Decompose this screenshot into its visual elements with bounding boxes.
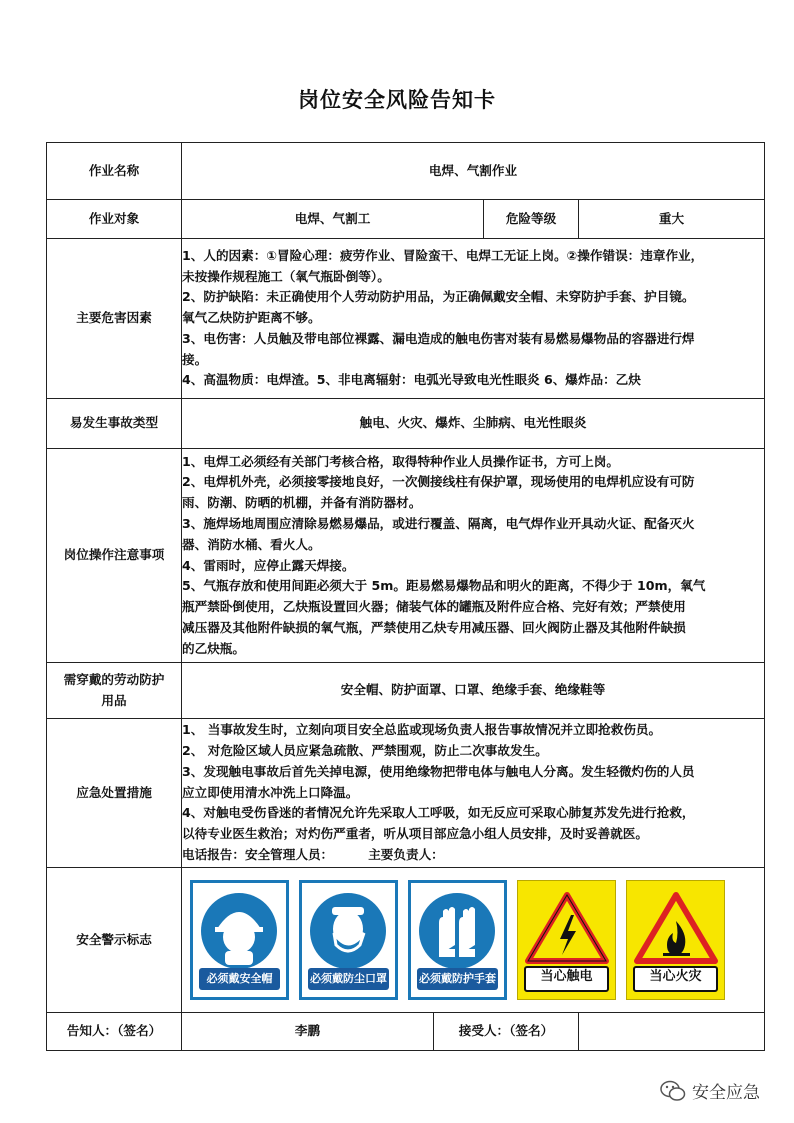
sign-caption: 必须戴防尘口罩 bbox=[308, 968, 389, 990]
emergency-line: 以待专业医生救治；对灼伤严重者，听从项目部应急小组人员安排，及时妥善就医。 bbox=[182, 826, 648, 842]
row-hazards bbox=[47, 239, 765, 399]
row-accident-types bbox=[47, 399, 765, 449]
precautions-line: 器、消防水桶、看火人。 bbox=[182, 536, 321, 552]
sign-hard-hat bbox=[190, 880, 289, 1000]
sign-caption: 必须戴防护手套 bbox=[417, 968, 498, 990]
accident-types-label: 易发生事故类型 bbox=[47, 399, 182, 449]
row-signs bbox=[47, 868, 765, 1013]
hazards-line: 接。 bbox=[182, 351, 208, 367]
sign-caption: 必须戴安全帽 bbox=[199, 968, 280, 990]
emergency-line: 3、发现触电事故后首先关掉电源，使用绝缘物把带电体与触电人分离。发生轻微灼伤的人员 bbox=[182, 763, 695, 779]
signs-label: 安全警示标志 bbox=[47, 868, 182, 1013]
electric-shock-warning-icon bbox=[518, 887, 617, 973]
emergency-line: 4、对触电受伤昏迷的者情况允许先采取人工呼吸，如无反应可采取心肺复苏发先进行抢救， bbox=[182, 805, 695, 821]
emergency-line: 电话报告：安全管理人员： 主要负责人： bbox=[182, 846, 444, 862]
hazards-line: 氧气乙炔防护距离不够。 bbox=[182, 310, 321, 326]
precautions-line: 瓶严禁卧倒使用，乙炔瓶设置回火器；储装气体的罐瓶及附件应合格、完好有效；严禁使用 bbox=[182, 599, 686, 615]
precautions-line: 1、电焊工必须经有关部门考核合格，取得特种作业人员操作证书，方可上岗。 bbox=[182, 453, 619, 469]
risk-level-value: 重大 bbox=[579, 200, 765, 239]
sign-caption: 当心触电 bbox=[524, 966, 609, 992]
hazards-line: 3、电伤害：人员触及带电部位裸露、漏电造成的触电伤害对装有易燃易爆物品的容器进行焊 bbox=[182, 330, 695, 346]
job-name-value: 电焊、气割作业 bbox=[182, 143, 765, 200]
emergency-line: 1、 当事故发生时，立刻向项目安全总监或现场负责人报告事故情况并立即抢救伤员。 bbox=[182, 722, 662, 738]
accident-types-value: 触电、火灾、爆炸、尘肺病、电光性眼炎 bbox=[182, 399, 765, 449]
hazards-line: 1、人的因素：①冒险心理：疲劳作业、冒险蛮干、电焊工无证上岗。②操作错误：违章作业， bbox=[182, 247, 704, 263]
emergency-line: 2、 对危险区域人员应紧急疏散、严禁围观，防止二次事故发生。 bbox=[182, 743, 548, 759]
row-job-object bbox=[47, 200, 765, 239]
watermark bbox=[660, 1078, 760, 1103]
hazards-text bbox=[182, 239, 765, 399]
receiver-signature[interactable] bbox=[579, 1013, 765, 1051]
row-sign-off bbox=[47, 1013, 765, 1051]
hazards-line: 2、防护缺陷：未正确使用个人劳动防护用品，为正确佩戴安全帽、未穿防护手套、护目镜。 bbox=[182, 289, 695, 305]
row-ppe bbox=[47, 663, 765, 719]
row-job-name bbox=[47, 143, 765, 200]
watermark-text: 安全应急 bbox=[692, 1083, 760, 1103]
emergency-text bbox=[182, 719, 765, 868]
emergency-line: 应立即使用清水冲洗上口降温。 bbox=[182, 784, 359, 800]
precautions-label: 岗位操作注意事项 bbox=[47, 449, 182, 663]
precautions-line: 3、施焊场地周围应清除易燃易爆品，或进行覆盖、隔离，电气焊作业开具动火证、配备灭火 bbox=[182, 515, 695, 531]
sign-caption: 当心火灾 bbox=[633, 966, 718, 992]
sign-dust-mask bbox=[299, 880, 398, 1000]
ppe-value: 安全帽、防护面罩、口罩、绝缘手套、绝缘鞋等 bbox=[182, 663, 765, 719]
fire-warning-icon bbox=[627, 887, 726, 973]
risk-notice-table bbox=[46, 142, 765, 1051]
dust-mask-icon bbox=[302, 889, 395, 975]
ppe-label bbox=[47, 663, 182, 719]
sign-fire bbox=[626, 880, 725, 1000]
gloves-icon bbox=[411, 889, 504, 975]
informer-signature[interactable]: 李鹏 bbox=[182, 1013, 434, 1051]
hazards-line: 4、高温物质：电焊渣。5、非电离辐射：电弧光导致电光性眼炎 6、爆炸品：乙炔 bbox=[182, 372, 641, 388]
emergency-label: 应急处置措施 bbox=[47, 719, 182, 868]
ppe-label-line: 用品 bbox=[101, 692, 127, 708]
receiver-label: 接受人：（签名） bbox=[434, 1013, 579, 1051]
sign-electric-shock bbox=[517, 880, 616, 1000]
row-precautions bbox=[47, 449, 765, 663]
precautions-line: 2、电焊机外壳，必须接零接地良好，一次侧接线柱有保护罩，现场使用的电焊机应设有可防 bbox=[182, 474, 695, 490]
row-emergency bbox=[47, 719, 765, 868]
job-object-value: 电焊、气割工 bbox=[182, 200, 484, 239]
hazards-line: 未按操作规程施工（氧气瓶卧倒等）。 bbox=[182, 268, 390, 284]
signs-cell bbox=[182, 868, 765, 1013]
precautions-line: 4、雷雨时，应停止露天焊接。 bbox=[182, 557, 355, 573]
page-title: 岗位安全风险告知卡 bbox=[298, 88, 496, 112]
precautions-line: 的乙炔瓶。 bbox=[182, 640, 245, 656]
job-object-label: 作业对象 bbox=[47, 200, 182, 239]
ppe-label-line: 需穿戴的劳动防护 bbox=[63, 671, 165, 687]
precautions-text bbox=[182, 449, 765, 663]
hazards-label: 主要危害因素 bbox=[47, 239, 182, 399]
precautions-line: 5、气瓶存放和使用间距必须大于 5m。距易燃易爆物品和明火的距离，不得少于 10m，氧气 bbox=[182, 578, 706, 594]
risk-level-label: 危险等级 bbox=[484, 200, 579, 239]
informer-label: 告知人：（签名） bbox=[47, 1013, 182, 1051]
hard-hat-icon bbox=[193, 889, 286, 975]
precautions-line: 雨、防潮、防晒的机棚，并备有消防器材。 bbox=[182, 495, 422, 511]
sign-gloves bbox=[408, 880, 507, 1000]
precautions-line: 减压器及其他附件缺损的氧气瓶，严禁使用乙炔专用减压器、回火阀防止器及其他附件缺损 bbox=[182, 619, 686, 635]
wechat-icon bbox=[660, 1080, 686, 1102]
job-name-label: 作业名称 bbox=[47, 143, 182, 200]
